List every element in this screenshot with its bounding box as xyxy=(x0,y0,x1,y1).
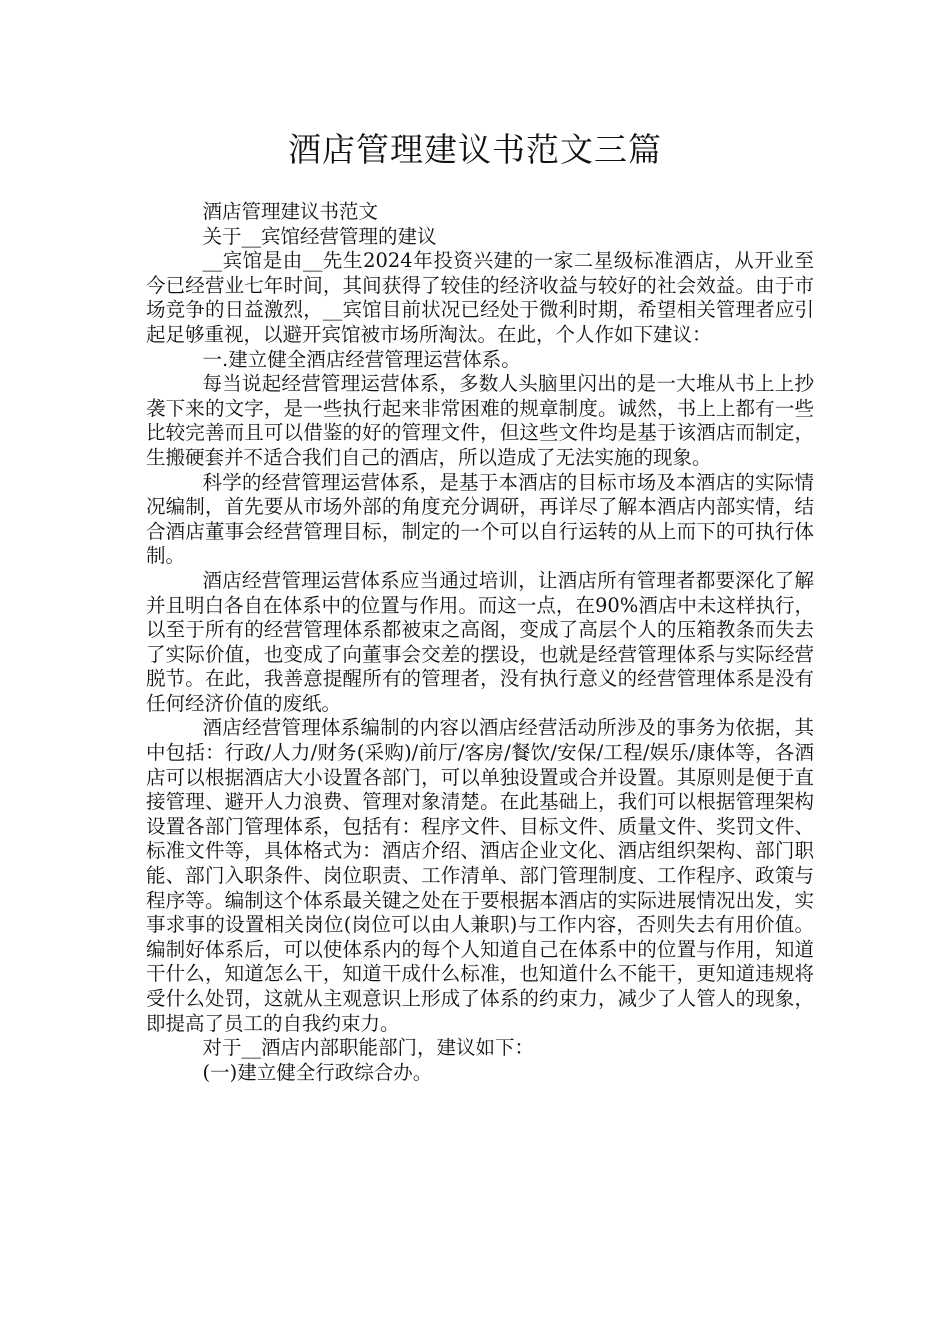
paragraph-subtitle: 酒店管理建议书范文 xyxy=(202,200,379,223)
paragraph-intro: __宾馆是由__先生2024年投资兴建的一家二星级标准酒店，从开业至今已经营业七年时间，其间获得了较佳的经济收益与较好的社会效益。由于市场竞争的日益激烈，__宾馆目前状况已经处于微利时期，希望相关管理者应引起足够重视，以避开宾馆被市场所淘汰。在此，个人作如下建议： xyxy=(146,249,814,346)
paragraph-body: 酒店经营管理运营体系应当通过培训，让酒店所有管理者都要深化了解并且明白各自在体系中的位置与作用。而这一点，在90%酒店中未这样执行，以至于所有的经营管理体系都被束之高阁，变成了高层个人的压箱教条而失去了实际价值，也变成了向董事会交差的摆设，也就是经营管理体系与实际经营脱节。在此，我善意提醒所有的管理者，没有执行意义的经营管理体系是没有任何经济价值的废纸。 xyxy=(146,568,814,715)
document-title: 酒店管理建议书范文三篇 xyxy=(288,130,662,169)
paragraph-body: 每当说起经营管理运营体系，多数人头脑里闪出的是一大堆从书上上抄袭下来的文字，是一些执行起来非常困难的规章制度。诚然，书上上都有一些比较完善而且可以借鉴的好的管理文件，但这些文件均是基于该酒店而制定，生搬硬套并不适合我们自己的酒店，所以造成了无法实施的现象。 xyxy=(146,372,814,469)
document-body xyxy=(146,200,814,1085)
paragraph-body: 酒店经营管理体系编制的内容以酒店经营活动所涉及的事务为依据，其中包括：行政/人力/财务(采购)/前厅/客房/餐饮/安保/工程/娱乐/康体等，各酒店可以根据酒店大小设置各部门，可以单独设置或合并设置。其原则是便于直接管理、避开人力浪费、管理对象清楚。在此基础上，我们可以根据管理架构设置各部门管理体系，包括有：程序文件、目标文件、质量文件、奖罚文件、标准文件等，具体格式为：酒店介绍、酒店企业文化、酒店组织架构、部门职能、部门入职条件、岗位职责、工作清单、部门管理制度、工作程序、政策与程序等。编制这个体系最关键之处在于要根据本酒店的实际进展情况出发，实事求事的设置相关岗位(岗位可以由人兼职)与工作内容，否则失去有用价值。编制好体系后，可以使体系内的每个人知道自己在体系中的位置与作用，知道干什么，知道怎么干，知道干成什么标准，也知道什么不能干，更知道违规将受什么处罚，这就从主观意识上形成了体系的约束力，减少了人管人的现象，即提高了员工的自我约束力。 xyxy=(146,716,814,1035)
paragraph-body: 对于__酒店内部职能部门，建议如下： xyxy=(202,1036,535,1060)
subsection-heading-1: (一)建立健全行政综合办。 xyxy=(202,1060,433,1084)
section-heading-1: 一.建立健全酒店经营管理运营体系。 xyxy=(202,347,521,371)
paragraph-heading: 关于__宾馆经营管理的建议 xyxy=(202,224,437,248)
paragraph-body: 科学的经营管理运营体系，是基于本酒店的目标市场及本酒店的实际情况编制，首先要从市场外部的角度充分调研，再详尽了解本酒店内部实情，结合酒店董事会经营管理目标，制定的一个可以自行运转的从上而下的可执行体制。 xyxy=(146,470,814,568)
